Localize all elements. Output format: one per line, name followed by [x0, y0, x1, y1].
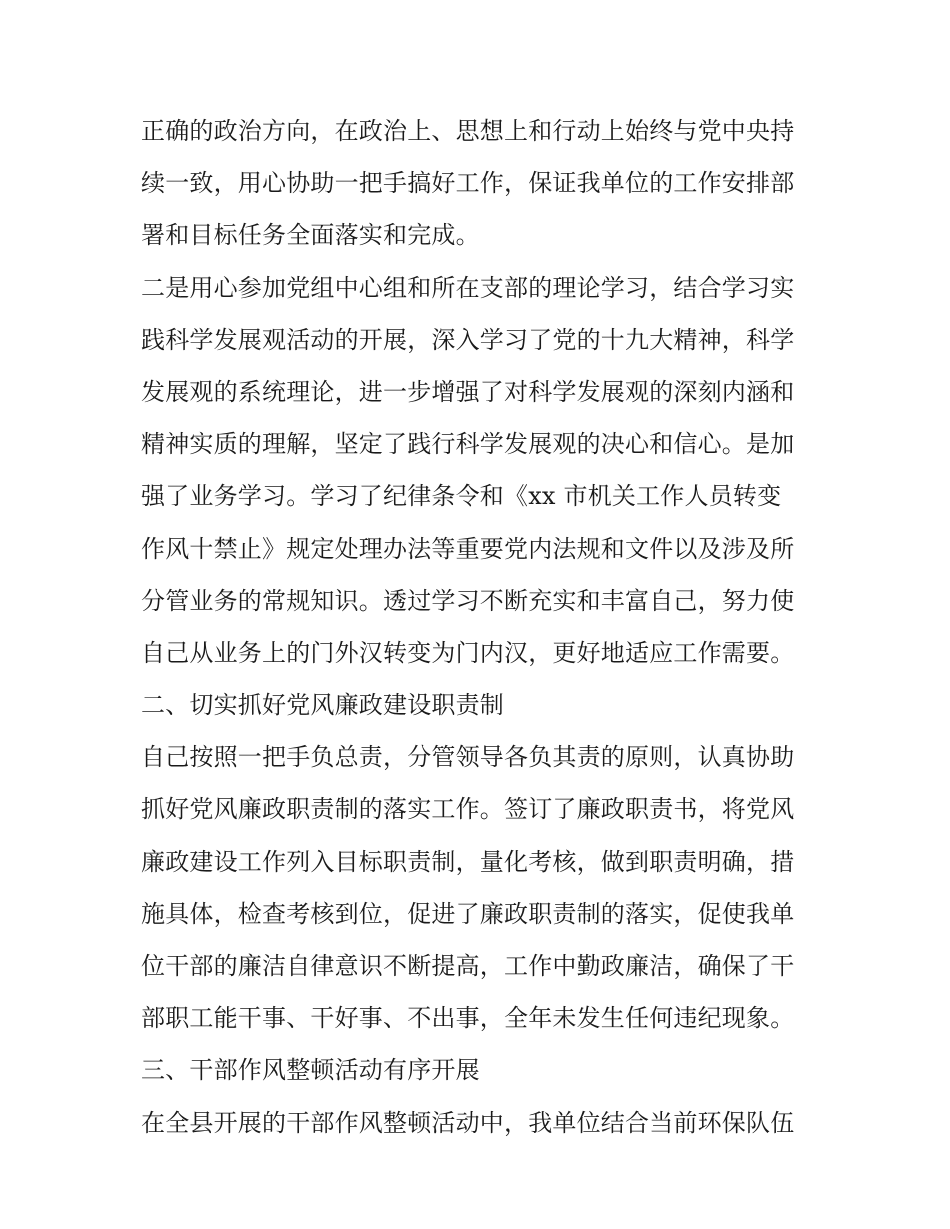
text-line: 施具体，检查考核到位，促进了廉政职责制的落实，促使我单 — [141, 899, 795, 928]
text-line: 位干部的廉洁自律意识不断提高，工作中勤政廉洁，确保了干 — [141, 952, 795, 980]
text-line: 在全县开展的干部作风整顿活动中，我单位结合当前环保队伍 — [141, 1108, 795, 1137]
text-line: 续一致，用心协助一把手搞好工作，保证我单位的工作安排部 — [141, 169, 795, 198]
text-line: 强了业务学习。学习了纪律条令和《xx 市机关工作人员转变 — [141, 482, 782, 511]
text-line: 作风十禁止》规定处理办法等重要党内法规和文件以及涉及所 — [141, 534, 795, 563]
text-line: 部职工能干事、干好事、不出事，全年未发生任何违纪现象。 — [141, 1004, 795, 1033]
text-line: 分管业务的常规知识。透过学习不断充实和丰富自己，努力使 — [141, 586, 795, 615]
text-line: 自己从业务上的门外汉转变为门内汉，更好地适应工作需要。 — [141, 638, 795, 667]
document-body — [141, 111, 821, 1155]
text-line: 正确的政治方向，在政治上、思想上和行动上始终与党中央持 — [141, 117, 795, 145]
text-line: 署和目标任务全面落实和完成。 — [141, 221, 480, 250]
section-heading: 三、干部作风整顿活动有序开展 — [141, 1056, 480, 1085]
text-line: 践科学发展观活动的开展，深入学习了党的十九大精神，科学 — [141, 325, 795, 354]
section-heading: 二、切实抓好党风廉政建设职责制 — [141, 691, 504, 720]
text-line: 精神实质的理解，坚定了践行科学发展观的决心和信心。是加 — [141, 430, 795, 459]
text-line: 自己按照一把手负总责，分管领导各负其责的原则，认真协助 — [141, 743, 795, 772]
text-line: 二是用心参加党组中心组和所在支部的理论学习，结合学习实 — [141, 273, 795, 302]
text-line: 发展观的系统理论，进一步增强了对科学发展观的深刻内涵和 — [141, 377, 795, 406]
text-line: 抓好党风廉政职责制的落实工作。签订了廉政职责书，将党风 — [141, 795, 795, 824]
text-line: 廉政建设工作列入目标职责制，量化考核，做到职责明确，措 — [141, 847, 795, 876]
